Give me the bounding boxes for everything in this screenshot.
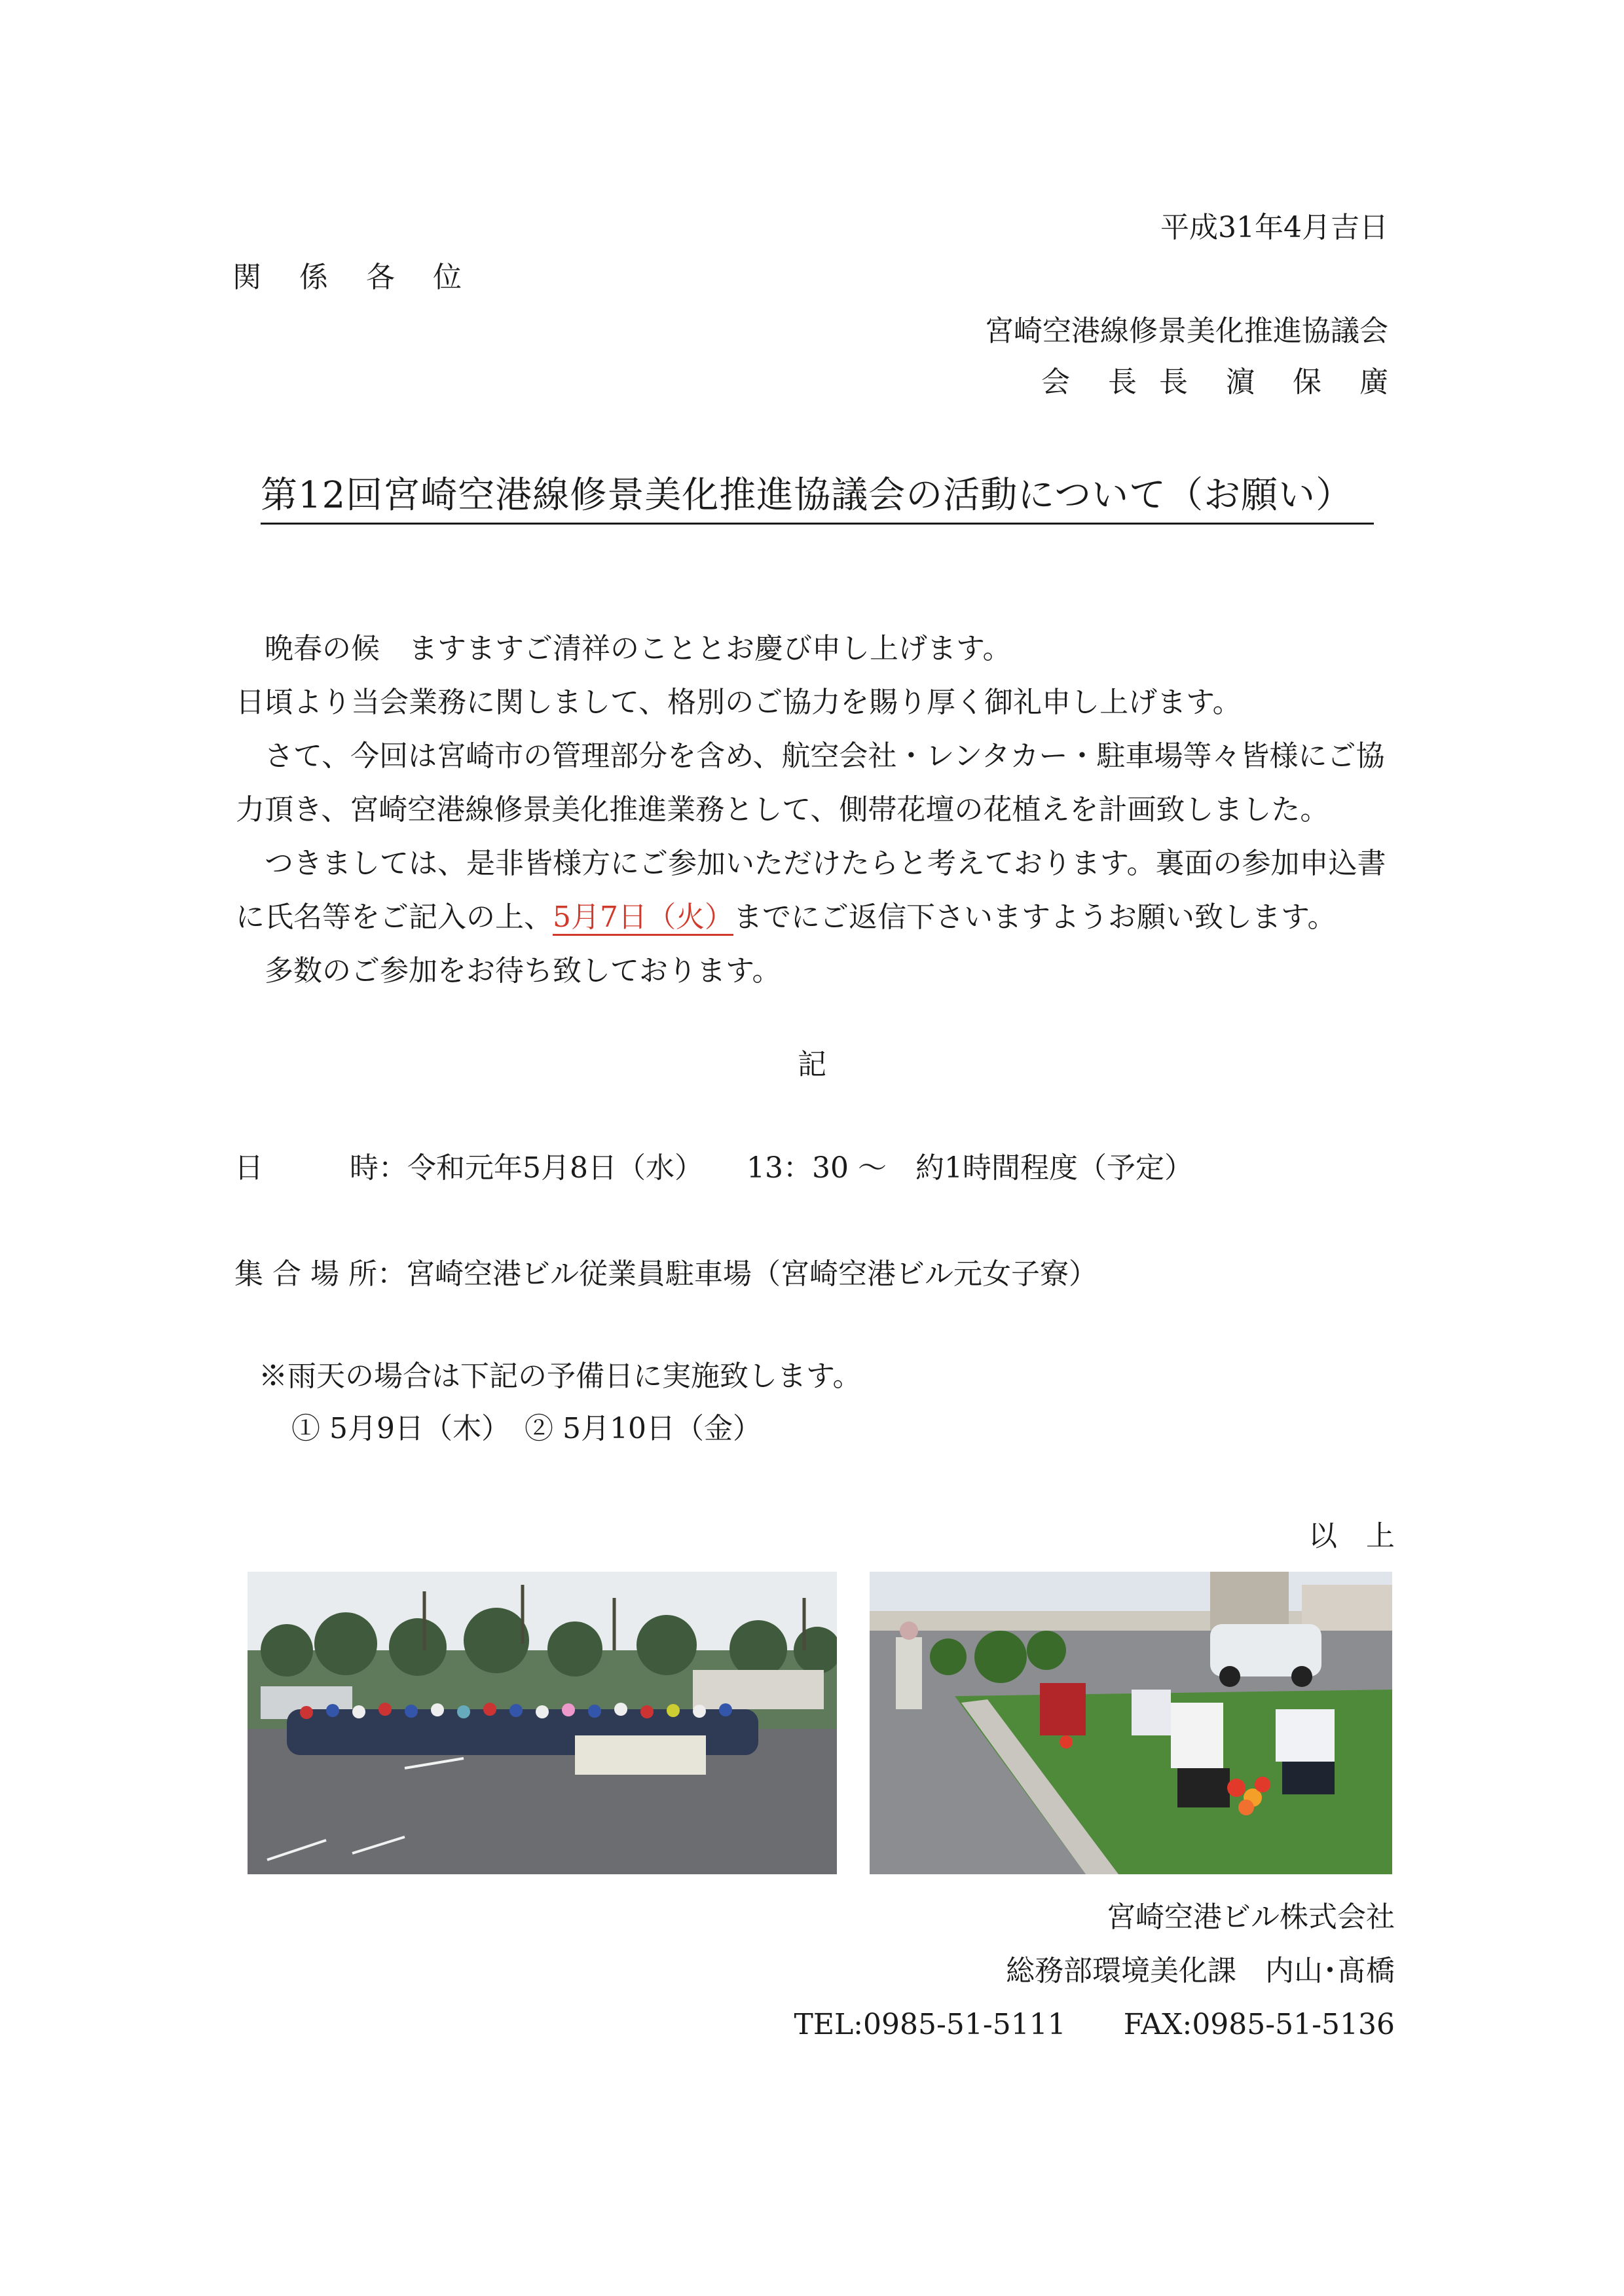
place-row [234,1257,1098,1291]
reply-deadline: 5月7日（火） [553,900,733,936]
sender-organization: 宮崎空港線修景美化推進協議会 [985,314,1388,348]
footer-company: 宮崎空港ビル株式会社 [1107,1900,1395,1934]
body-paragraph-3b: 力頂き、宮崎空港線修景美化推進業務として、側帯花壇の花植えを計画致しました。 [236,793,1329,826]
body-paragraph-5: 多数のご参加をお待ち致しております。 [265,954,781,988]
body-text [236,622,1401,998]
datetime-value: 令和元年5月8日（水） 13：30 ～ 約1時間程度（予定） [407,1151,1193,1185]
document-date: 平成31年4月吉日 [1160,211,1388,244]
body-paragraph-4a: つきましては、是非皆様方にご参加いただけたらと考えております。裏面の参加申込書 [265,847,1386,880]
datetime-row [234,1151,1193,1185]
body-paragraph-3a: さて、今回は宮崎市の管理部分を含め、航空会社・レンタカー・駐車場等々皆様にご協 [265,739,1385,773]
body-paragraph-2: 日頃より当会業務に関しまして、格別のご協力を賜り厚く御礼申し上げます。 [236,686,1242,719]
planting-photo [870,1572,1392,1874]
chair-name: 長 濵 保 廣 [1159,365,1403,399]
group-photo [248,1572,837,1874]
body-4b-post: までにご返信下さいますようお願い致します。 [733,900,1337,934]
datetime-label: 日 時： [234,1151,407,1185]
closing-mark: 以 上 [1308,1519,1395,1553]
body-paragraph-4b [236,891,1401,944]
footer-contact [786,2010,1395,2039]
sender-chair [1041,365,1403,399]
chair-title: 会 長 [1041,365,1151,399]
ki-heading: 記 [798,1048,826,1081]
rain-note: ※雨天の場合は下記の予備日に実施致します。 [259,1360,862,1393]
body-paragraph-1: 晩春の候 ますますご清祥のこととお慶び申し上げます。 [265,632,1012,665]
footer-fax: FAX:0985-51-5136 [1123,2008,1395,2041]
reserve-dates: ① 5月9日（木） ② 5月10日（金） [291,1412,762,1445]
place-value: 宮崎空港ビル従業員駐車場（宮崎空港ビル元女子寮） [405,1257,1098,1291]
body-4b-pre: に氏名等をご記入の上、 [236,900,553,934]
footer-department: 総務部環境美化課 内山･髙橋 [1006,1954,1395,1988]
footer-tel: TEL:0985-51-5111 [794,2008,1066,2041]
place-label: 集 合 場 所： [234,1257,406,1291]
document-title: 第12回宮崎空港線修景美化推進協議会の活動について（お願い） [261,466,1374,525]
addressee: 関 係 各 位 [232,261,476,294]
